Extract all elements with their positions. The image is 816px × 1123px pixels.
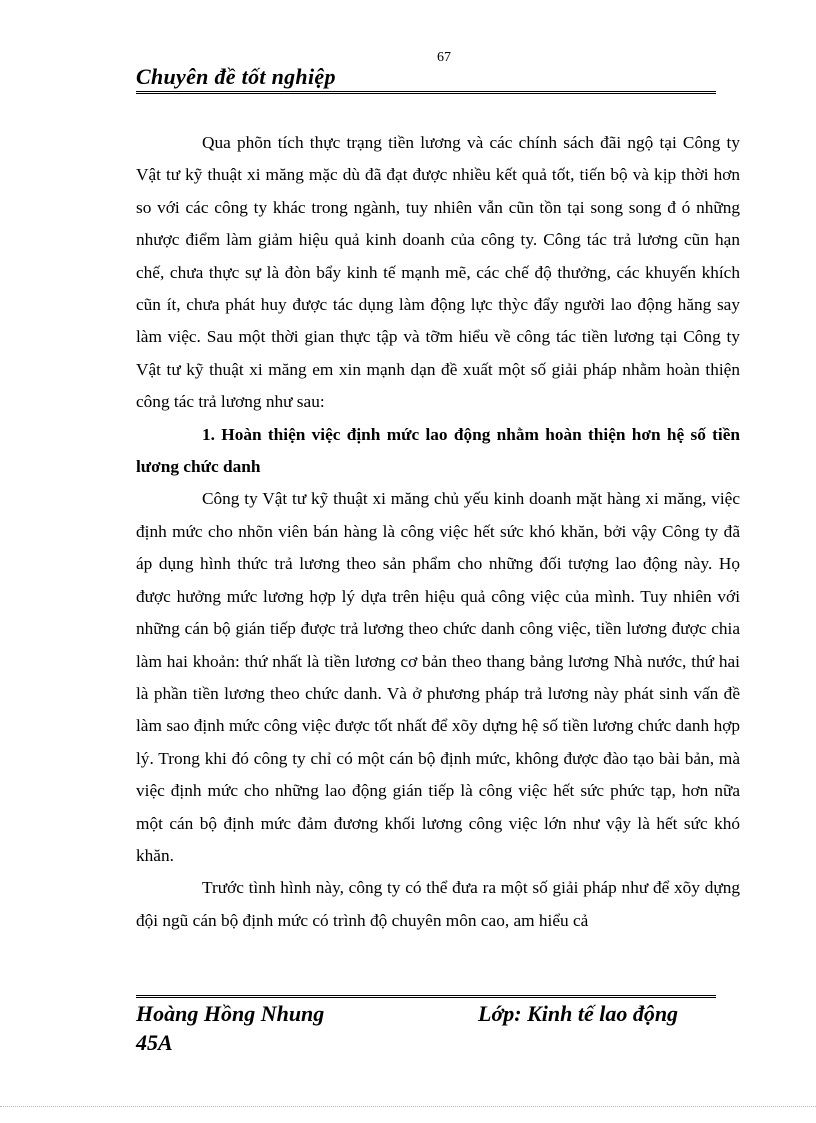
paragraph-section-content: Công ty Vật tư kỹ thuật xi măng chủ yếu kinh doanh mặt hàng xi măng, việc định mức cho nhõn viên bán hàng là công việc hết sức khó khăn, bởi vậy Công ty đã áp dụng hình thức trả lương theo sản phẩm cho những đối tượng lao động này. Họ được hưởng mức lương hợp lý dựa trên hiệu quả công việc của mình. Tuy nhiên với những cán bộ gián tiếp được trả lương theo chức danh công việc, tiền lương được chia làm hai khoản: thứ nhất là tiền lương cơ bản theo thang bảng lương Nhà nước, thứ hai là phần tiền lương theo chức danh. Và ở phương pháp trả lương này phát sinh vấn đề làm sao định mức công việc được tốt nhất để xõy dựng hệ số tiền lương chức danh hợp lý. Trong khi đó công ty chỉ có một cán bộ định mức, không được đào tạo bài bản, mà việc định mức cho những lao động gián tiếp là công việc hết sức phức tạp, hơn nữa một cán bộ định mức đảm đương khối lương công việc lớn như vậy là hết sức khó khăn. [136, 489, 740, 865]
header-title: Chuyên đề tốt nghiệp [136, 64, 336, 89]
paragraph-continuation: Trước tình hình này, công ty có thể đưa ra một số giải pháp như để xõy dựng đội ngũ cán bộ định mức có trình độ chuyên môn cao, am hiểu cả [136, 878, 740, 930]
page-bottom-dotted-line [0, 1106, 816, 1108]
section-heading: 1. Hoàn thiện việc định mức lao động nhằm hoàn thiện hơn hệ số tiền lương chức danh [136, 424, 740, 477]
header-divider [136, 91, 716, 94]
paragraph-intro: Qua phõn tích thực trạng tiền lương và các chính sách đãi ngộ tại Công ty Vật tư kỹ thuật xi măng mặc dù đã đạt được nhiều kết quả tốt, tiến bộ và kịp thời hơn so với các công ty khác trong ngành, tuy nhiên vẫn cũn tồn tại song song đ ó những nhược điểm làm giảm hiệu quả kinh doanh của công ty. Công tác trả lương cũn hạn chế, chưa thực sự là đòn bẩy kinh tế mạnh mẽ, các chế độ thưởng, các khuyến khích cũn ít, chưa phát huy được tác dụng làm động lực thỳc đẩy người lao động hăng say làm việc. Sau một thời gian thực tập và tỡm hiểu về công tác tiền lương tại Công ty Vật tư kỹ thuật xi măng em xin mạnh dạn đề xuất một số giải pháp nhằm hoàn thiện công tác trả lương như sau: [136, 133, 740, 412]
footer-author-name: Hoàng Hồng Nhung [136, 1001, 325, 1026]
footer-divider [136, 995, 716, 998]
footer-cohort: 45A [136, 1030, 173, 1055]
page-number: 67 [437, 50, 451, 65]
document-body [136, 127, 740, 937]
footer-class-label: Lớp: Kinh tế lao động [478, 1001, 679, 1026]
